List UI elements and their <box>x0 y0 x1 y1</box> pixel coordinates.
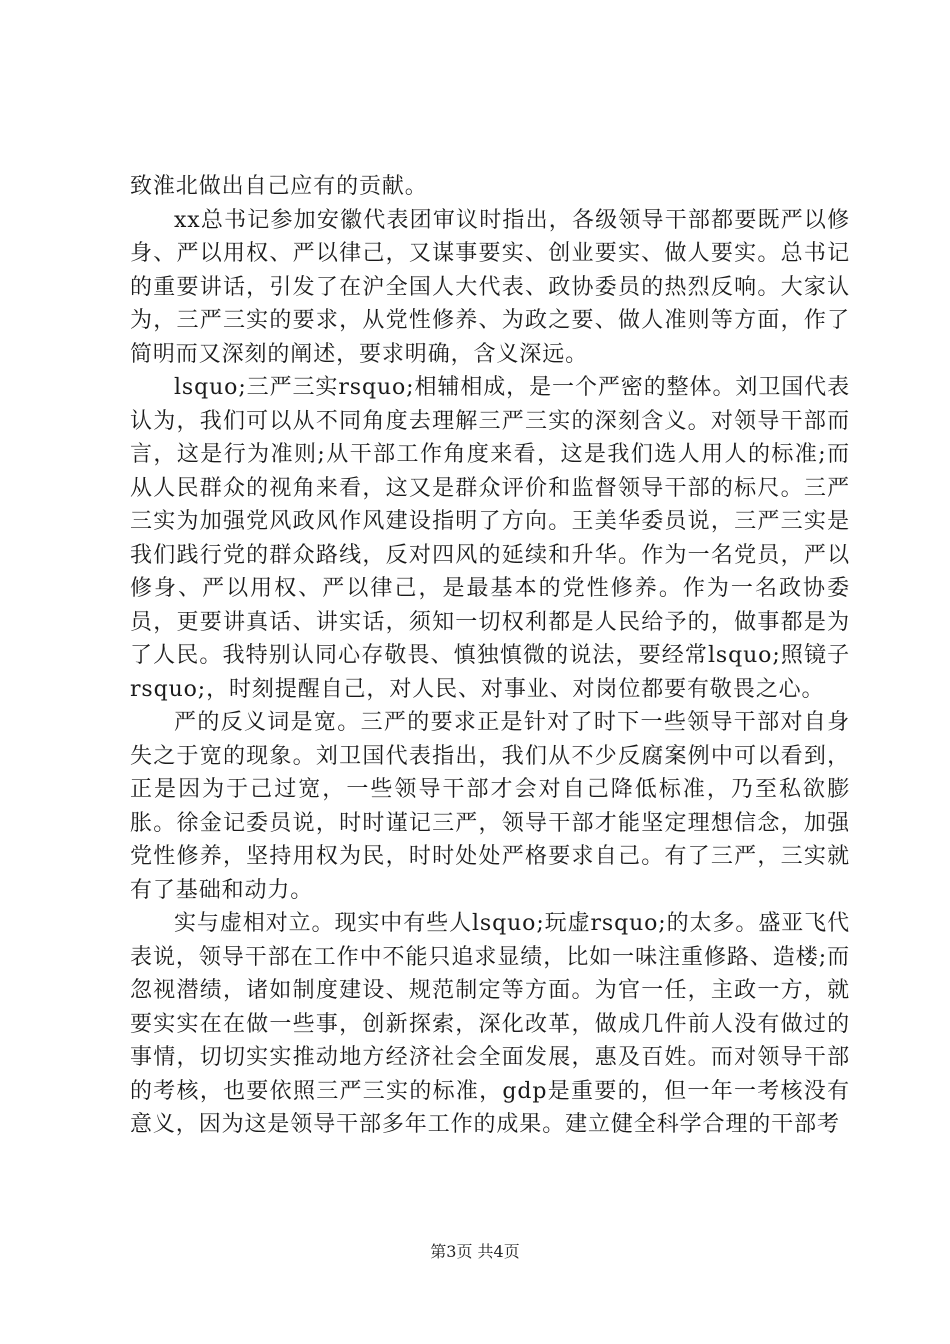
paragraph-speech: xx总书记参加安徽代表团审议时指出，各级领导干部都要既严以修身、严以用权、严以律己，又谋事要实、创业要实、做人要实。总书记的重要讲话，引发了在沪全国人大代表、政协委员的热烈反响。大家认为，三严三实的要求，从党性修养、为政之要、做人准则等方面，作了简明而又深刻的阐述，要求明确，含义深远。 <box>130 207 850 367</box>
paragraph-practicality: 实与虚相对立。现实中有些人lsquo;玩虚rsquo;的太多。盛亚飞代表说，领导干部在工作中不能只追求显绩，比如一味注重修路、造楼;而忽视潜绩，诸如制度建设、规范制定等方面。为官一任，主政一方，就要实实在在做一些事，创新探索，深化改革，做成几件前人没有做过的事情，切切实实推动地方经济社会全面发展，惠及百姓。而对领导干部的考核，也要依照三严三实的标准，gdp是重要的，但一年一考核没有意义，因为这是领导干部多年工作的成果。建立健全科学合理的干部考 <box>130 911 850 1137</box>
page-footer: 第3页 共4页 <box>430 1242 520 1261</box>
document-body <box>130 170 850 1142</box>
paragraph-integrity: lsquo;三严三实rsquo;相辅相成，是一个严密的整体。刘卫国代表认为，我们可以从不同角度去理解三严三实的深刻含义。对领导干部而言，这是行为准则;从干部工作角度来看，这是我们选人用人的标准;而从人民群众的视角来看，这又是群众评价和监督领导干部的标尺。三严三实为加强党风政风作风建设指明了方向。王美华委员说，三严三实是我们践行党的群众路线，反对四风的延续和升华。作为一名党员，严以修身、严以用权、严以律己，是最基本的党性修养。作为一名政协委员，更要讲真话、讲实话，须知一切权利都是人民给予的，做事都是为了人民。我特别认同心存敬畏、慎独慎微的说法，要经常lsquo;照镜子rsquo;，时刻提醒自己，对人民、对事业、对岗位都要有敬畏之心。 <box>130 375 850 702</box>
paragraph-strictness: 严的反义词是宽。三严的要求正是针对了时下一些领导干部对自身失之于宽的现象。刘卫国代表指出，我们从不少反腐案例中可以看到，正是因为于己过宽，一些领导干部才会对自己降低标准，乃至私欲膨胀。徐金记委员说，时时谨记三严，领导干部才能坚定理想信念，加强党性修养，坚持用权为民，时时处处严格要求自己。有了三严，三实就有了基础和动力。 <box>130 710 850 903</box>
paragraph-continuation: 致淮北做出自己应有的贡献。 <box>130 174 428 199</box>
